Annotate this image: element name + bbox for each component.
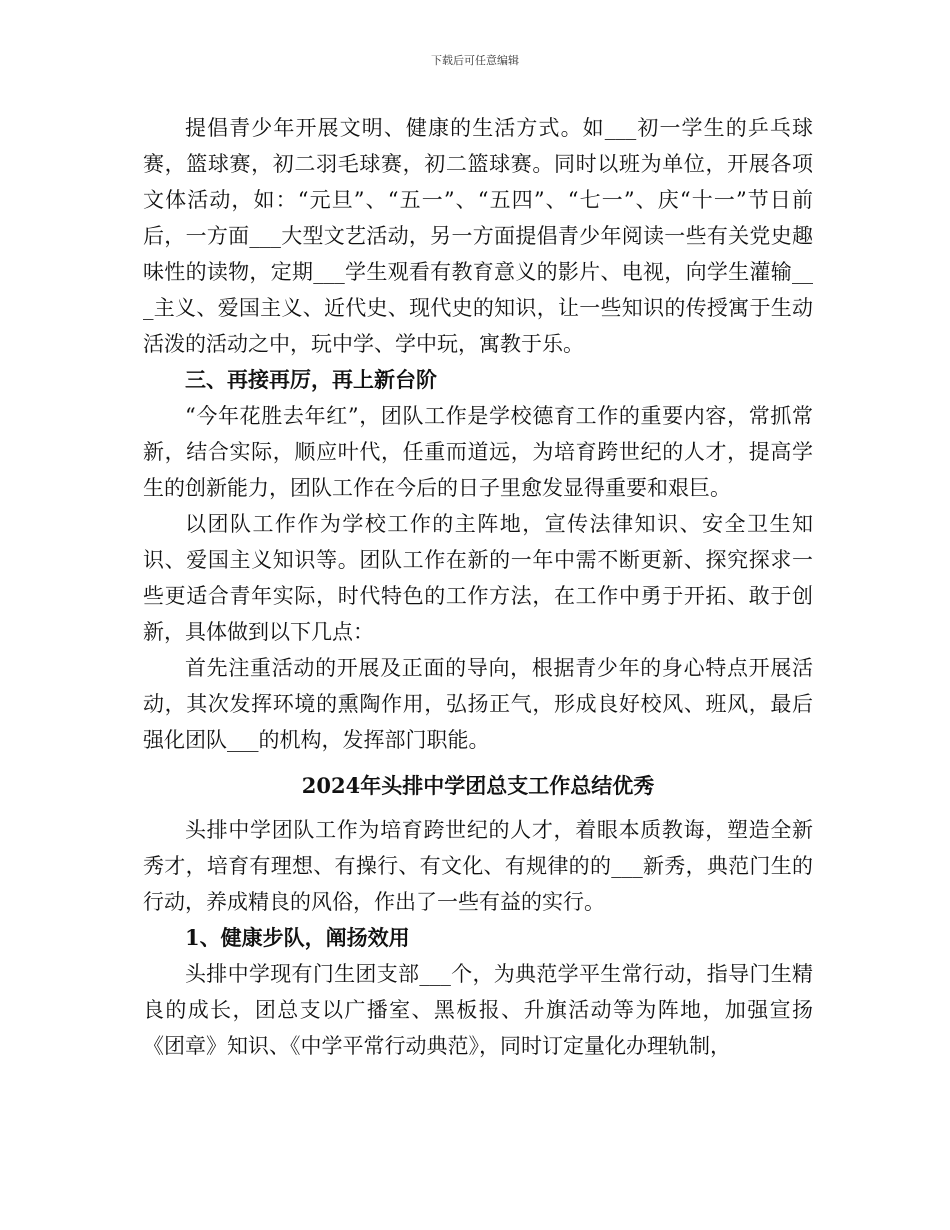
paragraph-importance: “今年花胜去年红”，团队工作是学校德育工作的重要内容，常抓常新，结合实际，顺应叶代，任重而道远，为培育跨世纪的人才，提高学生的创新能力，团队工作在今后的日子里愈发显得重要和艰巨。 <box>143 404 813 500</box>
section-heading-3: 三、再接再厉，再上新台阶 <box>185 367 437 392</box>
section-heading-1: 1、健康步队，阐扬效用 <box>185 925 410 950</box>
paragraph-branches: 头排中学现有门生团支部___个，为典范学平生常行动，指导门生精良的成长，团总支以广播室、黑板报、升旗活动等为阵地，加强宣扬《团章》知识、《中学平常行动典范》，同时订定量化办理轨制， <box>143 962 813 1058</box>
paragraph-key-points: 首先注重活动的开展及正面的导向，根据青少年的身心特点开展活动，其次发挥环境的熏陶作用，弘扬正气，形成良好校风、班风，最后强化团队___的机构，发挥部门职能。 <box>143 656 813 752</box>
paragraph-intro: 头排中学团队工作为培育跨世纪的人才，着眼本质教诲，塑造全新秀才，培育有理想、有操行、有文化、有规律的的___新秀，典范门生的行动，养成精良的风俗，作出了一些有益的实行。 <box>143 818 813 914</box>
paragraph-activities: 提倡青少年开展文明、健康的生活方式。如___初一学生的乒乓球赛，篮球赛，初二羽毛球赛，初二篮球赛。同时以班为单位，开展各项文体活动，如：“元旦”、“五一”、“五四”、“七一”、庆“十一”节日前后，一方面___大型文艺活动，另一方面提倡青少年阅读一些有关党史趣味性的读物，定期___学生观看有教育意义的影片、电视，向学生灌输___主义、爱国主义、近代史、现代史的知识，让一些知识的传授寓于生动活泼的活动之中，玩中学、学中玩，寓教于乐。 <box>143 116 813 356</box>
paragraph-main-position: 以团队工作作为学校工作的主阵地，宣传法律知识、安全卫生知识、爱国主义知识等。团队工作在新的一年中需不断更新、探究探求一些更适合青年实际，时代特色的工作方法，在工作中勇于开拓、敢于创新，具体做到以下几点： <box>143 512 813 644</box>
document-title: 2024年头排中学团总支工作总结优秀 <box>301 773 655 798</box>
document-body <box>143 110 813 1064</box>
page-header: 下载后可任意编辑 <box>431 54 519 67</box>
